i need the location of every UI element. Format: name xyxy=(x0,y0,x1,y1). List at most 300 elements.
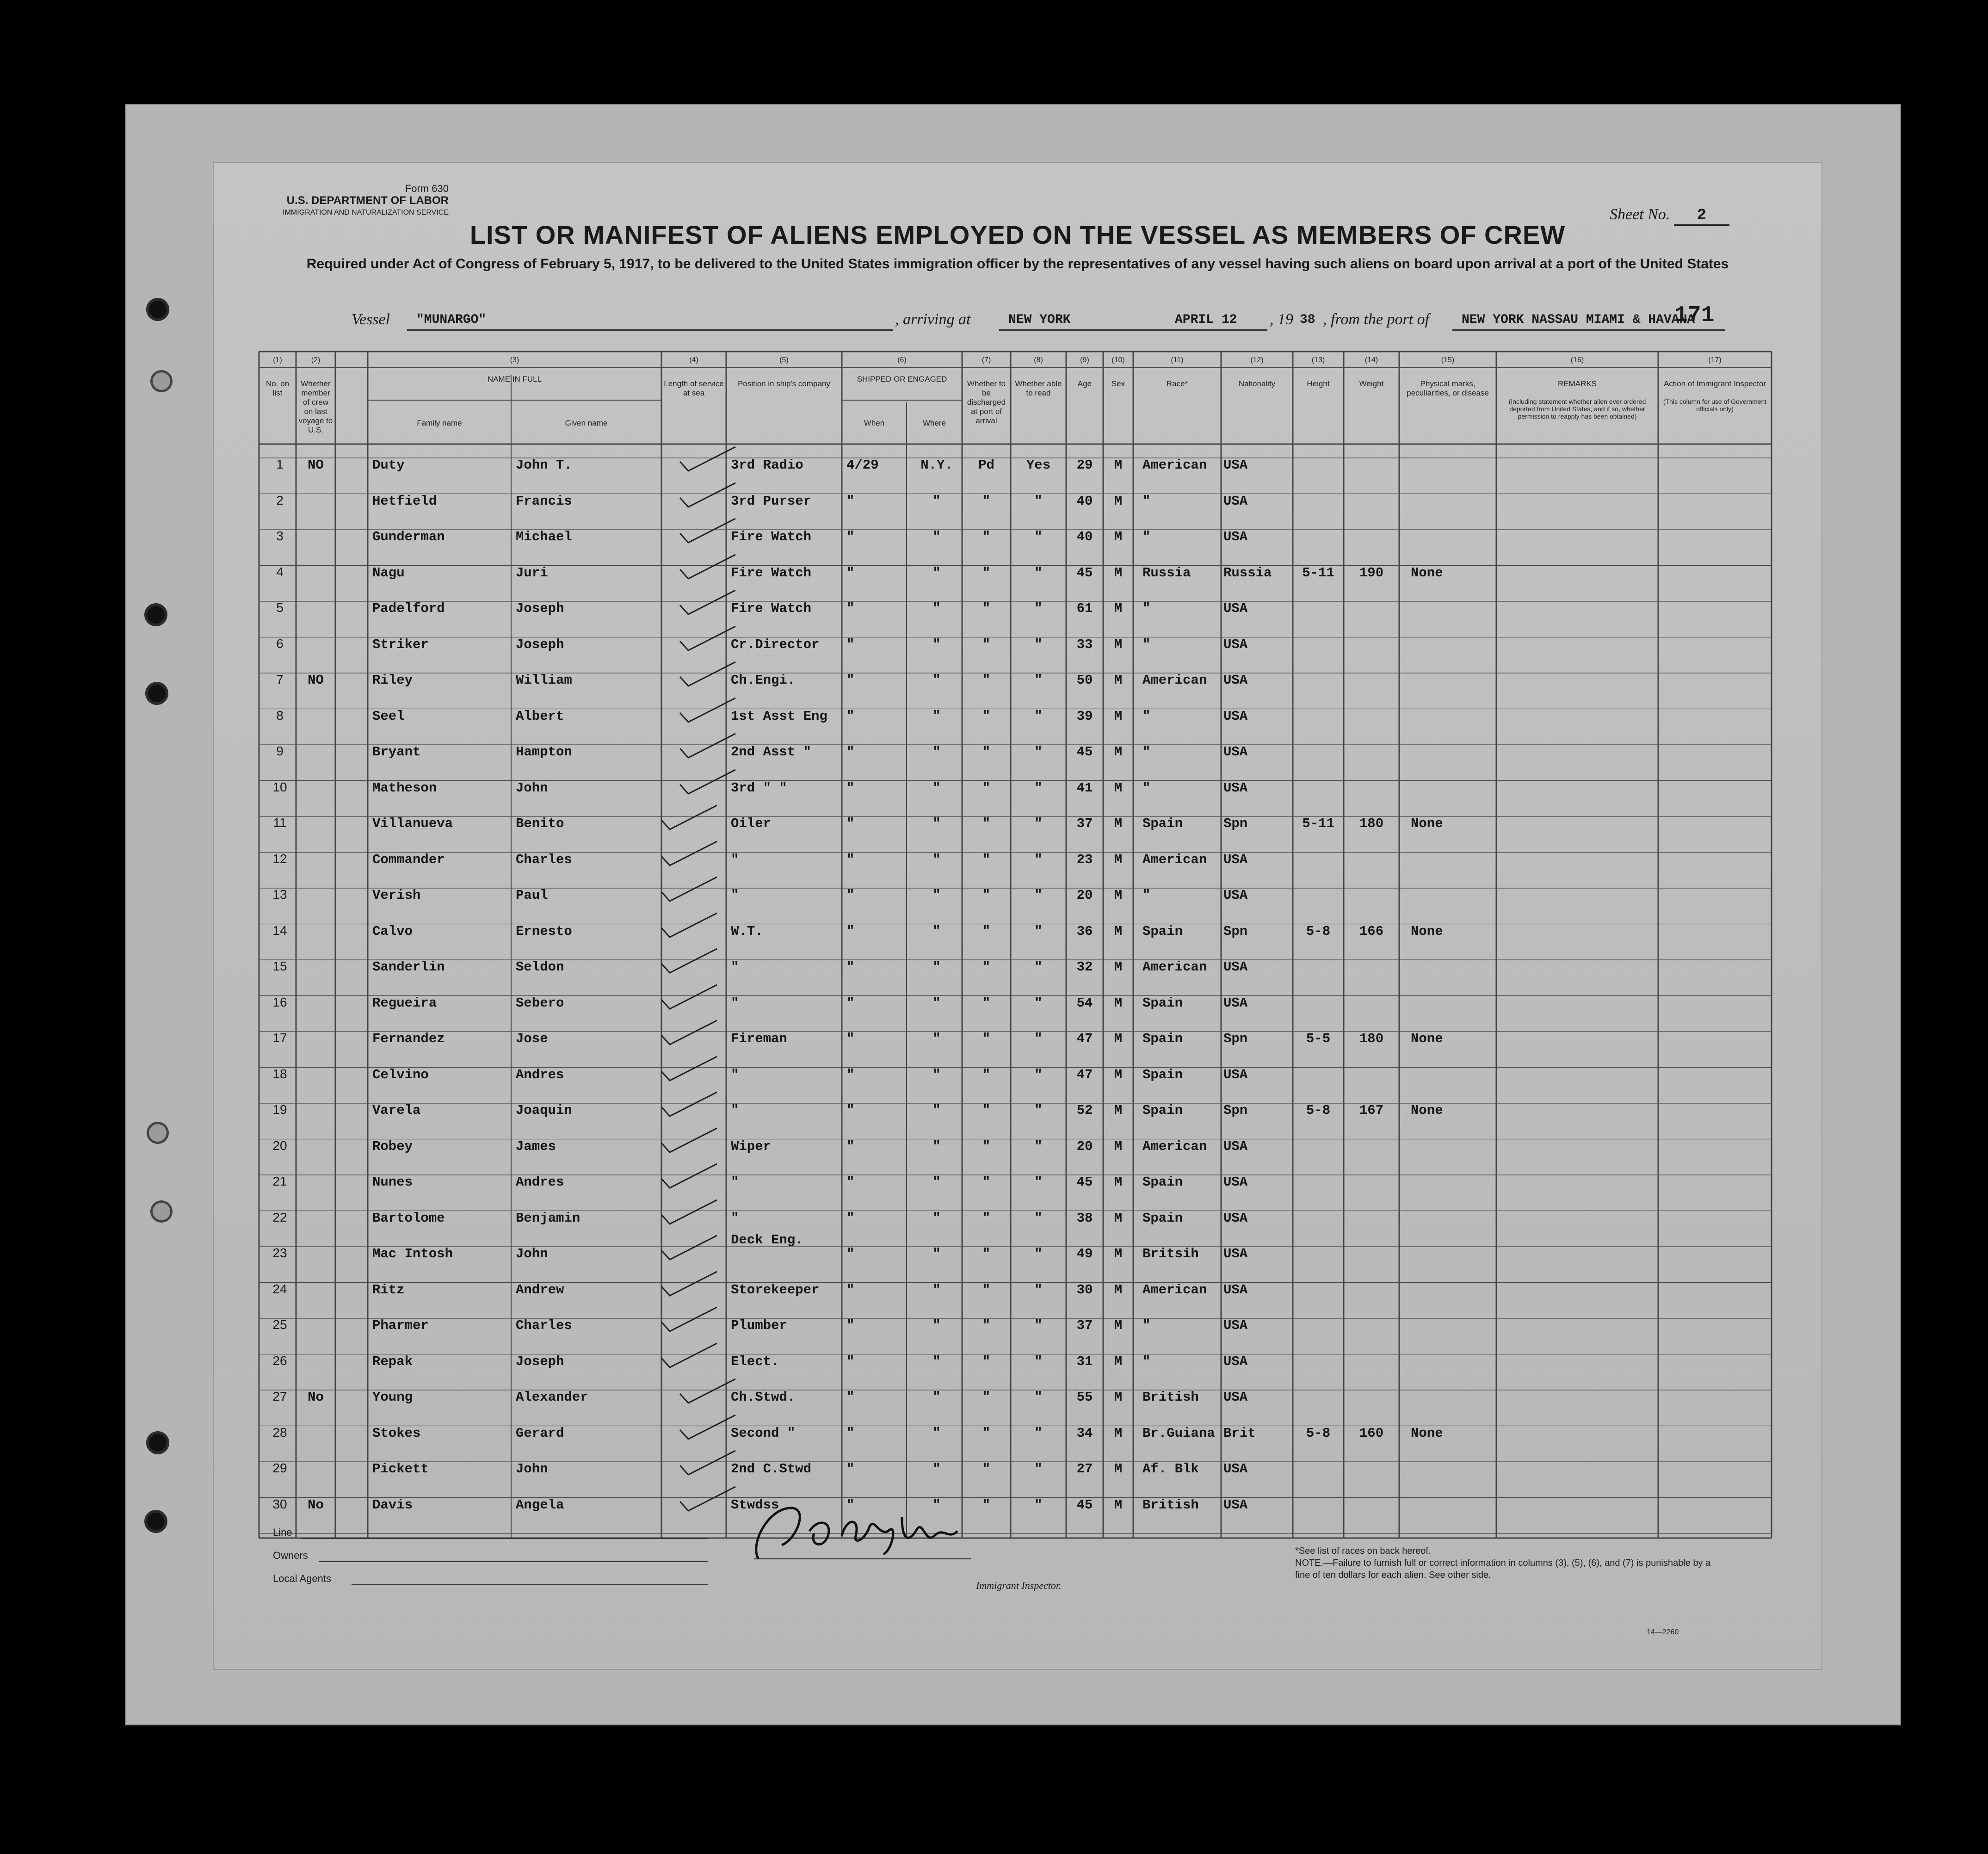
row-number: 28 xyxy=(272,1425,287,1440)
cell-when: " xyxy=(846,601,855,616)
cell-nat: Brit xyxy=(1223,1425,1256,1441)
cell-nat: Spn xyxy=(1223,1031,1248,1046)
column-subheader: When xyxy=(864,419,885,427)
row-number: 23 xyxy=(272,1246,287,1260)
cell-sex: M xyxy=(1114,888,1123,903)
cell-given: John xyxy=(516,1461,548,1477)
cell-nat: USA xyxy=(1223,529,1248,544)
cell-age: 38 xyxy=(1076,1210,1093,1226)
cell-where: " xyxy=(932,1390,941,1405)
from-port-value: NEW YORK NASSAU MIAMI & HAVANA xyxy=(1462,313,1695,327)
cell-age: 20 xyxy=(1076,1138,1093,1154)
row-number: 6 xyxy=(276,636,284,651)
cell-nat: USA xyxy=(1223,673,1248,688)
check-mark-icon xyxy=(657,910,722,943)
cell-nat: USA xyxy=(1223,708,1248,724)
cell-height: 5-8 xyxy=(1306,923,1331,939)
cell-sex: M xyxy=(1114,637,1123,652)
check-mark-icon xyxy=(675,480,740,513)
column-header: Age xyxy=(1077,379,1092,388)
cell-position: Fire Watch xyxy=(731,601,812,616)
column-subheader: (Including statement whether alien ever ordered deported from United States, and if so, whether permission to reapply has been obtained) xyxy=(1508,398,1646,420)
cell-when: " xyxy=(846,708,855,724)
cell-read: " xyxy=(1034,1497,1043,1513)
cell-read: " xyxy=(1034,1174,1043,1190)
sheet-number-label: Sheet No. xyxy=(1610,206,1670,223)
check-mark-icon xyxy=(657,1269,722,1301)
check-mark-icon xyxy=(675,1376,740,1409)
cell-disch: Pd xyxy=(978,457,994,473)
cell-when: " xyxy=(846,1210,855,1226)
cell-age: 36 xyxy=(1076,923,1093,939)
check-mark-icon xyxy=(675,587,740,620)
service-name: IMMIGRATION AND NATURALIZATION SERVICE xyxy=(283,209,449,216)
cell-family: Nagu xyxy=(372,565,405,581)
cell-height: 5-11 xyxy=(1302,565,1334,581)
cell-when: 4/29 xyxy=(846,457,879,473)
cell-when: " xyxy=(846,852,855,867)
footnote xyxy=(1295,1545,1721,1581)
cell-family: Striker xyxy=(372,637,429,652)
cell-disch: " xyxy=(982,1461,991,1477)
cell-when: " xyxy=(846,1103,855,1118)
cell-given: Jose xyxy=(516,1031,548,1046)
cell-where: " xyxy=(932,1174,941,1190)
column-number: (16) xyxy=(1570,356,1584,364)
cell-nat: USA xyxy=(1223,1246,1248,1261)
check-mark-icon xyxy=(657,1304,722,1337)
row-number: 19 xyxy=(272,1102,287,1117)
cell-when: " xyxy=(846,1390,855,1405)
cell-disch: " xyxy=(982,601,991,616)
cell-age: 45 xyxy=(1076,1174,1093,1190)
row-number: 2 xyxy=(276,493,284,507)
cell-where: " xyxy=(932,1246,941,1261)
punch-hole-icon xyxy=(147,606,165,624)
cell-sex: M xyxy=(1114,852,1123,867)
cell-when: " xyxy=(846,816,855,831)
cell-read: " xyxy=(1034,744,1043,760)
column-subheader: Given name xyxy=(565,419,608,427)
cell-family: Matheson xyxy=(372,780,437,796)
cell-race: Spain xyxy=(1142,1103,1183,1118)
check-mark-icon xyxy=(657,1018,722,1050)
cell-nat: Russia xyxy=(1223,565,1272,581)
cell-position: Fire Watch xyxy=(731,529,812,544)
cell-nat: USA xyxy=(1223,888,1248,903)
cell-family: Villanueva xyxy=(372,816,453,831)
cell-read: " xyxy=(1034,959,1043,975)
cell-family: Mac Intosh xyxy=(372,1246,453,1261)
cell-when: " xyxy=(846,923,855,939)
cell-nat: USA xyxy=(1223,601,1248,616)
row-number: 14 xyxy=(272,923,287,938)
arrival-date: APRIL 12 xyxy=(1175,313,1237,327)
cell-given: Seldon xyxy=(516,959,564,975)
local-agents-label: Local Agents xyxy=(273,1573,331,1584)
cell-disch: " xyxy=(982,637,991,652)
cell-sex: M xyxy=(1114,995,1123,1011)
fine-note: NOTE.—Failure to furnish full or correct information in columns (3), (5), (6), and (7) is punishable by a fine of ten dollars for each alien. See other side. xyxy=(1295,1558,1711,1580)
cell-nat: Spn xyxy=(1223,816,1248,831)
cell-race: Spain xyxy=(1142,816,1183,831)
column-header: Height xyxy=(1307,379,1330,388)
cell-family: Bartolome xyxy=(372,1210,445,1226)
cell-age: 45 xyxy=(1076,1497,1093,1513)
column-header: Whether able to read xyxy=(1015,379,1062,397)
cell-given: Albert xyxy=(516,708,564,724)
cell-age: 40 xyxy=(1076,493,1093,509)
cell-sex: M xyxy=(1114,1138,1123,1154)
row-number: 26 xyxy=(272,1353,287,1368)
cell-age: 39 xyxy=(1076,708,1093,724)
cell-age: 40 xyxy=(1076,529,1093,544)
cell-race: American xyxy=(1142,673,1207,688)
cell-given: Andres xyxy=(516,1174,564,1190)
cell-race: " xyxy=(1142,780,1151,796)
column-number: (4) xyxy=(689,356,698,364)
cell-age: 30 xyxy=(1076,1282,1093,1298)
cell-read: " xyxy=(1034,1031,1043,1046)
cell-position: Deck Eng. xyxy=(731,1232,803,1248)
row-number: 20 xyxy=(272,1138,287,1153)
cell-where: " xyxy=(932,1318,941,1333)
cell-position: Wiper xyxy=(731,1138,772,1154)
cell-disch: " xyxy=(982,888,991,903)
cell-nat: USA xyxy=(1223,1461,1248,1477)
cell-disch: " xyxy=(982,995,991,1011)
cell-position: " xyxy=(731,1067,739,1082)
cell-position: Second " xyxy=(731,1425,796,1441)
column-number: (7) xyxy=(982,356,991,364)
vessel-value: "MUNARGO" xyxy=(416,313,487,327)
cell-disch: " xyxy=(982,1067,991,1082)
cell-disch: " xyxy=(982,780,991,796)
check-mark-icon xyxy=(657,1233,722,1265)
cell-read: " xyxy=(1034,780,1043,796)
cell-read: " xyxy=(1034,852,1043,867)
cell-read: " xyxy=(1034,1318,1043,1333)
cell-given: Joseph xyxy=(516,637,564,652)
cell-sex: M xyxy=(1114,1174,1123,1190)
owners-label: Owners xyxy=(273,1550,308,1561)
cell-given: Gerard xyxy=(516,1425,564,1441)
cell-disch: " xyxy=(982,1138,991,1154)
cell-position: Stwdss xyxy=(731,1497,779,1513)
row-number: 13 xyxy=(272,887,287,902)
row-number: 3 xyxy=(276,529,284,543)
cell-where: " xyxy=(932,1067,941,1082)
check-mark-icon xyxy=(657,803,722,835)
cell-disch: " xyxy=(982,1425,991,1441)
cell-weight: 180 xyxy=(1359,1031,1384,1046)
cell-sex: M xyxy=(1114,1031,1123,1046)
cell-when: " xyxy=(846,565,855,581)
cell-sex: M xyxy=(1114,816,1123,831)
column-header: Physical marks, peculiarities, or disease xyxy=(1407,379,1489,397)
cell-nat: Spn xyxy=(1223,923,1248,939)
cell-height: 5-5 xyxy=(1306,1031,1331,1046)
cell-given: Angela xyxy=(516,1497,564,1513)
cell-age: 37 xyxy=(1076,1318,1093,1333)
row-number: 8 xyxy=(276,708,284,723)
column-header: NAME IN FULL xyxy=(487,375,542,383)
punch-hole-icon xyxy=(147,1513,165,1530)
cell-given: Charles xyxy=(516,852,572,867)
column-number: (2) xyxy=(311,356,321,364)
cell-family: Celvino xyxy=(372,1067,429,1082)
cell-nat: USA xyxy=(1223,1353,1248,1369)
cell-height: 5-11 xyxy=(1302,816,1334,831)
from-port-label: , from the port of xyxy=(1323,311,1430,328)
cell-given: Benito xyxy=(516,816,564,831)
cell-position: 3rd Purser xyxy=(731,493,812,509)
cell-where: " xyxy=(932,744,941,760)
row-number: 4 xyxy=(276,564,284,579)
row-number: 11 xyxy=(273,816,287,830)
cell-prev: NO xyxy=(308,457,324,473)
cell-race: Br.Guiana xyxy=(1142,1425,1215,1441)
cell-position: Fireman xyxy=(731,1031,787,1046)
cell-family: Repak xyxy=(372,1353,413,1369)
cell-race: " xyxy=(1142,708,1151,724)
check-mark-icon xyxy=(657,1341,722,1373)
cell-read: " xyxy=(1034,529,1043,544)
column-header: Sex xyxy=(1111,379,1125,388)
cell-given: Andrew xyxy=(516,1282,564,1298)
cell-where: " xyxy=(932,1031,941,1046)
cell-when: " xyxy=(846,995,855,1011)
inspector-label: Immigrant Inspector. xyxy=(976,1580,1062,1591)
cell-nat: USA xyxy=(1223,637,1248,652)
cell-nat: USA xyxy=(1223,1318,1248,1333)
cell-race: American xyxy=(1142,852,1207,867)
cell-given: Francis xyxy=(516,493,572,509)
check-mark-icon xyxy=(675,695,740,728)
cell-given: Hampton xyxy=(516,744,572,760)
cell-given: John xyxy=(516,1246,548,1261)
row-number: 7 xyxy=(276,672,284,686)
manifest-sheet xyxy=(213,162,1822,1670)
row-number: 25 xyxy=(272,1317,287,1332)
cell-where: " xyxy=(932,923,941,939)
cell-marks: None xyxy=(1411,1103,1443,1118)
cell-family: Hetfield xyxy=(372,493,437,509)
cell-marks: None xyxy=(1411,1425,1443,1441)
cell-weight: 190 xyxy=(1359,565,1384,581)
cell-where: " xyxy=(932,995,941,1011)
column-number: (12) xyxy=(1250,356,1264,364)
column-subheader: Family name xyxy=(417,419,462,427)
row-number: 30 xyxy=(272,1496,287,1511)
cell-given: Andres xyxy=(516,1067,564,1082)
cell-read: " xyxy=(1034,1246,1043,1261)
cell-family: Regueira xyxy=(372,995,437,1011)
cell-disch: " xyxy=(982,1210,991,1226)
cell-where: " xyxy=(932,637,941,652)
cell-family: Bryant xyxy=(372,744,421,760)
cell-given: Michael xyxy=(516,529,572,544)
column-header: Weight xyxy=(1359,379,1384,388)
inspector-signature xyxy=(740,1489,981,1573)
cell-read: " xyxy=(1034,1425,1043,1441)
page-title: LIST OR MANIFEST OF ALIENS EMPLOYED ON THE VESSEL AS MEMBERS OF CREW xyxy=(469,220,1566,249)
cell-when: " xyxy=(846,1138,855,1154)
cell-race: " xyxy=(1142,493,1151,509)
cell-disch: " xyxy=(982,1353,991,1369)
row-number: 16 xyxy=(272,995,287,1009)
cell-position: " xyxy=(731,1210,739,1226)
cell-sex: M xyxy=(1114,1246,1123,1261)
cell-nat: USA xyxy=(1223,1210,1248,1226)
column-number: (15) xyxy=(1441,356,1455,364)
cell-when: " xyxy=(846,1318,855,1333)
cell-age: 47 xyxy=(1076,1031,1093,1046)
cell-where: " xyxy=(932,565,941,581)
check-mark-icon xyxy=(675,552,740,584)
cell-when: " xyxy=(846,888,855,903)
cell-family: Davis xyxy=(372,1497,413,1513)
column-header: Whether to be discharged at port of arrival xyxy=(967,379,1006,425)
cell-race: " xyxy=(1142,529,1151,544)
cell-age: 37 xyxy=(1076,816,1093,831)
cell-disch: " xyxy=(982,1103,991,1118)
row-number: 29 xyxy=(272,1461,287,1475)
check-mark-icon xyxy=(657,1089,722,1122)
cell-sex: M xyxy=(1114,959,1123,975)
cell-age: 45 xyxy=(1076,744,1093,760)
check-mark-icon xyxy=(675,731,740,763)
cell-nat: USA xyxy=(1223,1067,1248,1082)
cell-age: 61 xyxy=(1076,601,1093,616)
cell-disch: " xyxy=(982,1246,991,1261)
cell-position: 2nd Asst " xyxy=(731,744,812,760)
column-header: Length of service at sea xyxy=(664,379,724,397)
cell-race: British xyxy=(1142,1390,1199,1405)
cell-sex: M xyxy=(1114,1425,1123,1441)
cell-race: Spain xyxy=(1142,995,1183,1011)
cell-nat: Spn xyxy=(1223,1103,1248,1118)
cell-family: Gunderman xyxy=(372,529,445,544)
check-mark-icon xyxy=(675,516,740,548)
cell-when: " xyxy=(846,637,855,652)
race-note: *See list of races on back hereof. xyxy=(1295,1546,1431,1556)
cell-read: " xyxy=(1034,601,1043,616)
cell-nat: USA xyxy=(1223,1174,1248,1190)
cell-family: Stokes xyxy=(372,1425,421,1441)
cell-position: Ch.Engi. xyxy=(731,673,796,688)
cell-age: 33 xyxy=(1076,637,1093,652)
cell-position: Ch.Stwd. xyxy=(731,1390,796,1405)
cell-given: Joseph xyxy=(516,1353,564,1369)
cell-sex: M xyxy=(1114,744,1123,760)
row-number: 22 xyxy=(272,1210,287,1224)
cell-given: Charles xyxy=(516,1318,572,1333)
cell-age: 49 xyxy=(1076,1246,1093,1261)
cell-where: " xyxy=(932,529,941,544)
cell-where: N.Y. xyxy=(920,457,953,473)
cell-when: " xyxy=(846,780,855,796)
cell-race: American xyxy=(1142,457,1207,473)
cell-family: Calvo xyxy=(372,923,413,939)
cell-where: " xyxy=(932,601,941,616)
column-header: Nationality xyxy=(1238,379,1276,388)
column-header: Race* xyxy=(1166,379,1188,388)
cell-when: " xyxy=(846,744,855,760)
cell-when: " xyxy=(846,1461,855,1477)
cell-disch: " xyxy=(982,1031,991,1046)
cell-read: " xyxy=(1034,637,1043,652)
cell-sex: M xyxy=(1114,493,1123,509)
cell-nat: USA xyxy=(1223,493,1248,509)
column-number: (10) xyxy=(1111,356,1125,364)
column-header: REMARKS xyxy=(1557,379,1597,388)
cell-position: 2nd C.Stwd xyxy=(731,1461,812,1477)
cell-where: " xyxy=(932,1210,941,1226)
cell-where: " xyxy=(932,1461,941,1477)
cell-race: Spain xyxy=(1142,1210,1183,1226)
cell-where: " xyxy=(932,780,941,796)
cell-read: " xyxy=(1034,708,1043,724)
cell-disch: " xyxy=(982,1174,991,1190)
cell-position: Fire Watch xyxy=(731,565,812,581)
cell-weight: 180 xyxy=(1359,816,1384,831)
cell-race: Af. Blk xyxy=(1142,1461,1199,1477)
cell-sex: M xyxy=(1114,1067,1123,1082)
cell-position: " xyxy=(731,995,739,1011)
punch-hole-icon xyxy=(153,1203,170,1220)
cell-when: " xyxy=(846,1067,855,1082)
cell-read: " xyxy=(1034,493,1043,509)
cell-position: Cr.Director xyxy=(731,637,820,652)
cell-when: " xyxy=(846,1246,855,1261)
column-header: Whether member of crew on last voyage to U.S. xyxy=(298,379,333,434)
cell-sex: M xyxy=(1114,565,1123,581)
column-number: (3) xyxy=(510,356,519,364)
cell-sex: M xyxy=(1114,673,1123,688)
cell-position: W.T. xyxy=(731,923,763,939)
cell-disch: " xyxy=(982,816,991,831)
cell-disch: " xyxy=(982,744,991,760)
cell-position: 1st Asst Eng xyxy=(731,708,827,724)
cell-when: " xyxy=(846,1353,855,1369)
cell-position: Storekeeper xyxy=(731,1282,820,1298)
cell-when: " xyxy=(846,673,855,688)
cell-position: " xyxy=(731,1103,739,1118)
cell-where: " xyxy=(932,1497,941,1513)
cell-age: 27 xyxy=(1076,1461,1093,1477)
cell-age: 31 xyxy=(1076,1353,1093,1369)
cell-marks: None xyxy=(1411,923,1443,939)
cell-weight: 167 xyxy=(1359,1103,1384,1118)
cell-family: Young xyxy=(372,1390,413,1405)
cell-age: 41 xyxy=(1076,780,1093,796)
cell-position: Oiler xyxy=(731,816,772,831)
check-mark-icon xyxy=(657,1161,722,1193)
cell-read: " xyxy=(1034,1282,1043,1298)
year-prefix: , 19 xyxy=(1270,311,1293,328)
cell-race: " xyxy=(1142,1318,1151,1333)
cell-position: " xyxy=(731,1174,739,1190)
column-number: (1) xyxy=(273,356,282,364)
cell-sex: M xyxy=(1114,529,1123,544)
column-header: SHIPPED OR ENGAGED xyxy=(857,375,947,383)
check-mark-icon xyxy=(657,982,722,1014)
cell-nat: USA xyxy=(1223,995,1248,1011)
sheet-number-value: 2 xyxy=(1674,207,1729,226)
cell-disch: " xyxy=(982,959,991,975)
check-mark-icon xyxy=(675,1484,740,1516)
